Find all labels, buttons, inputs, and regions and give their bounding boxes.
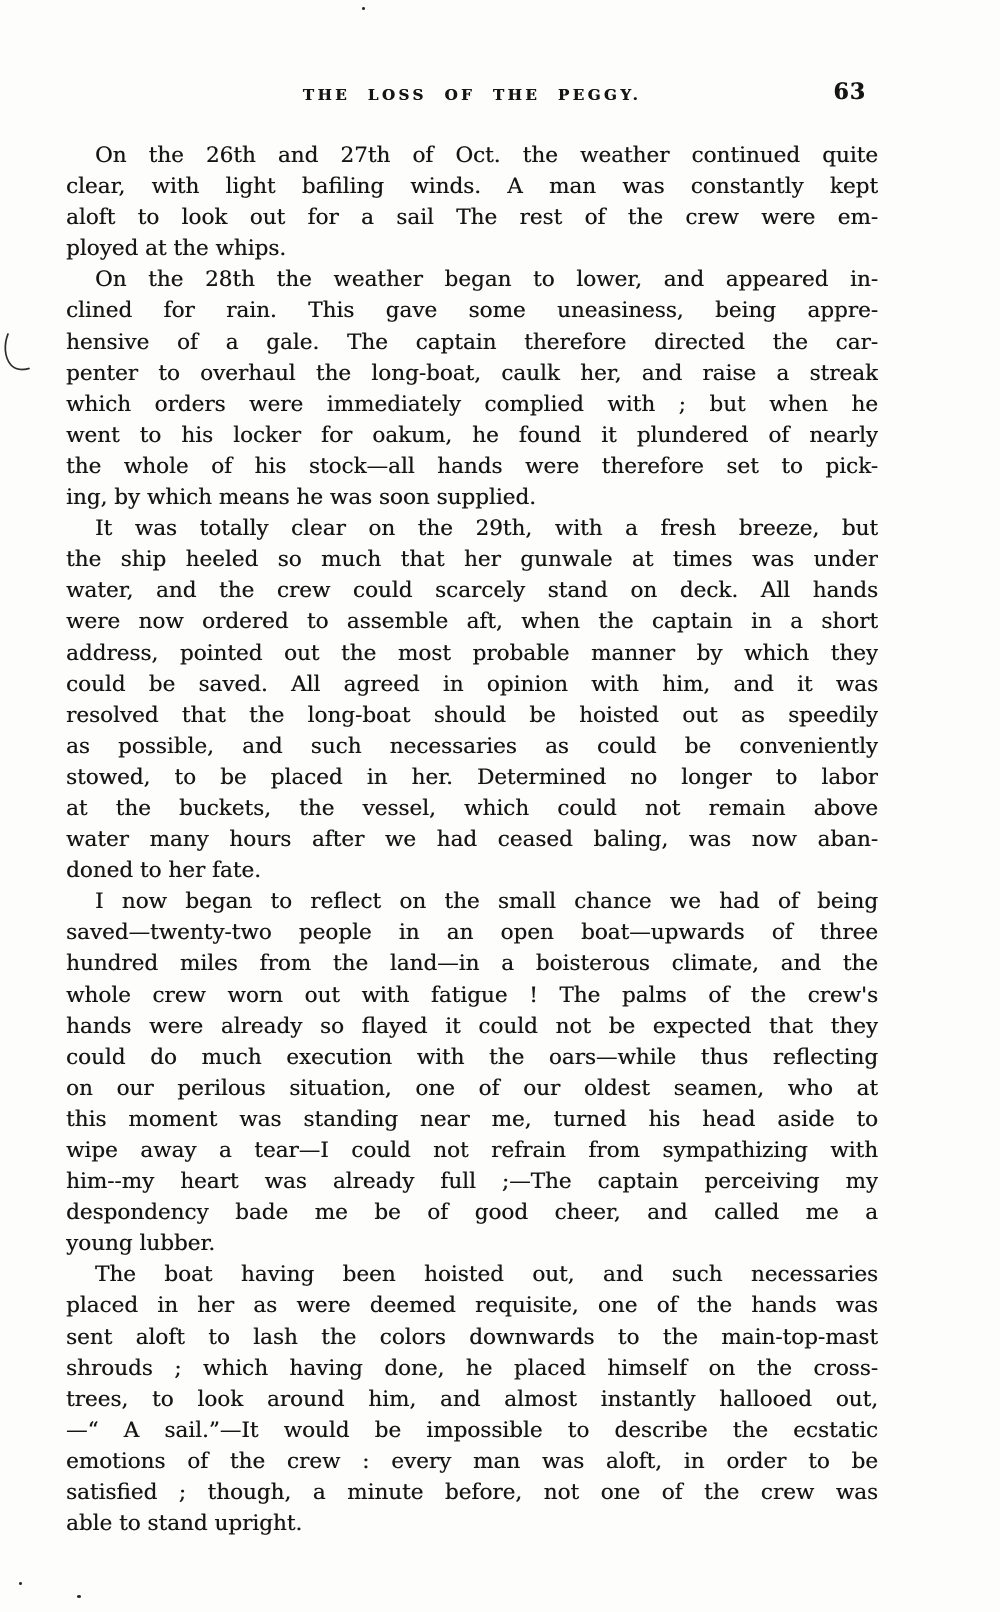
ink-speck-icon [362,7,365,10]
text-line: hundred miles from the land—in a boisterous climate, and the [66,951,878,977]
text-line: The boat having been hoisted out, and such necessaries [95,1262,878,1288]
text-line: hands were already so flayed it could not be expected that they [66,1013,878,1039]
text-line: wipe away a tear—I could not refrain from sympathizing with [66,1138,878,1163]
text-line: clined for rain. This gave some uneasiness, being appre- [66,298,878,324]
text-line: clear, with light bafiling winds. A man was constantly kept [66,174,878,200]
text-line: could do much execution with the oars—while thus reflecting [66,1044,878,1070]
text-line: aloft to look out for a sail The rest of the crew were em- [66,205,878,231]
text-line: water, and the crew could scarcely stand on deck. All hands [66,578,878,604]
running-header [66,79,878,109]
text-line: satisfied ; though, a minute before, not one of the crew was [66,1480,878,1506]
page-number: 63 [833,79,866,105]
text-line: On the 26th and 27th of Oct. the weather continued quite [95,143,878,168]
paragraph [66,886,878,1259]
paragraph [66,513,878,886]
text-line: whole crew worn out with fatigue ! The palms of the crew's [66,982,878,1008]
page-body [66,140,878,1539]
text-line: address, pointed out the most probable manner by which they [66,640,878,666]
text-line: penter to overhaul the long-boat, caulk her, and raise a streak [66,360,878,386]
paragraph [66,1259,878,1539]
paragraph [66,140,878,264]
text-line: able to stand upright. [66,1511,303,1537]
text-line: could be saved. All agreed in opinion with him, and it was [66,671,878,697]
text-line: on our perilous situation, one of our oldest seamen, who at [66,1075,878,1101]
pen-stroke-icon [2,330,36,378]
text-line: young lubber. [66,1231,216,1257]
page-title: THE LOSS OF THE PEGGY. [302,86,642,104]
text-line: the ship heeled so much that her gunwale at times was under [66,547,878,573]
text-line: It was totally clear on the 29th, with a fresh breeze, but [95,516,878,542]
text-line: despondency bade me be of good cheer, and called me a [66,1200,878,1226]
text-line: the whole of his stock—all hands were therefore set to pick- [66,453,878,479]
text-line: which orders were immediately complied with ; but when he [66,391,878,417]
text-line: went to his locker for oakum, he found it plundered of nearly [66,422,878,448]
text-line: water many hours after we had ceased baling, was now aban- [66,827,878,853]
text-line: stowed, to be placed in her. Determined no longer to labor [66,764,878,790]
text-line: as possible, and such necessaries as could be conveniently [66,733,878,759]
paragraph [66,264,878,513]
text-line: him--my heart was already full ;—The captain perceiving my [66,1169,878,1195]
text-line: trees, to look around him, and almost instantly hallooed out, [66,1386,878,1412]
text-line: ing, by which means he was soon supplied. [66,485,536,511]
text-line: —“ A sail.”—It would be impossible to describe the ecstatic [66,1417,878,1443]
text-line: doned to her fate. [66,858,261,884]
text-line: saved—twenty-two people in an open boat—upwards of three [66,920,878,946]
text-line: this moment was standing near me, turned his head aside to [66,1106,878,1132]
text-line: resolved that the long-boat should be hoisted out as speedily [66,702,878,728]
text-line: shrouds ; which having done, he placed himself on the cross- [66,1355,878,1381]
text-line: were now ordered to assemble aft, when the captain in a short [66,609,878,635]
text-line: at the buckets, the vessel, which could not remain above [66,795,878,821]
text-line: On the 28th the weather began to lower, and appeared in- [95,267,878,293]
text-line: hensive of a gale. The captain therefore directed the car- [66,329,878,355]
ink-speck-icon [77,1595,81,1598]
text-line: I now began to reflect on the small chance we had of being [95,889,878,915]
text-line: ployed at the whips. [66,236,287,262]
text-line: emotions of the crew : every man was aloft, in order to be [66,1448,878,1474]
ink-speck-icon [19,1582,22,1585]
text-line: sent aloft to lash the colors downwards to the main-top-mast [66,1324,878,1350]
text-line: placed in her as were deemed requisite, one of the hands was [66,1293,878,1319]
